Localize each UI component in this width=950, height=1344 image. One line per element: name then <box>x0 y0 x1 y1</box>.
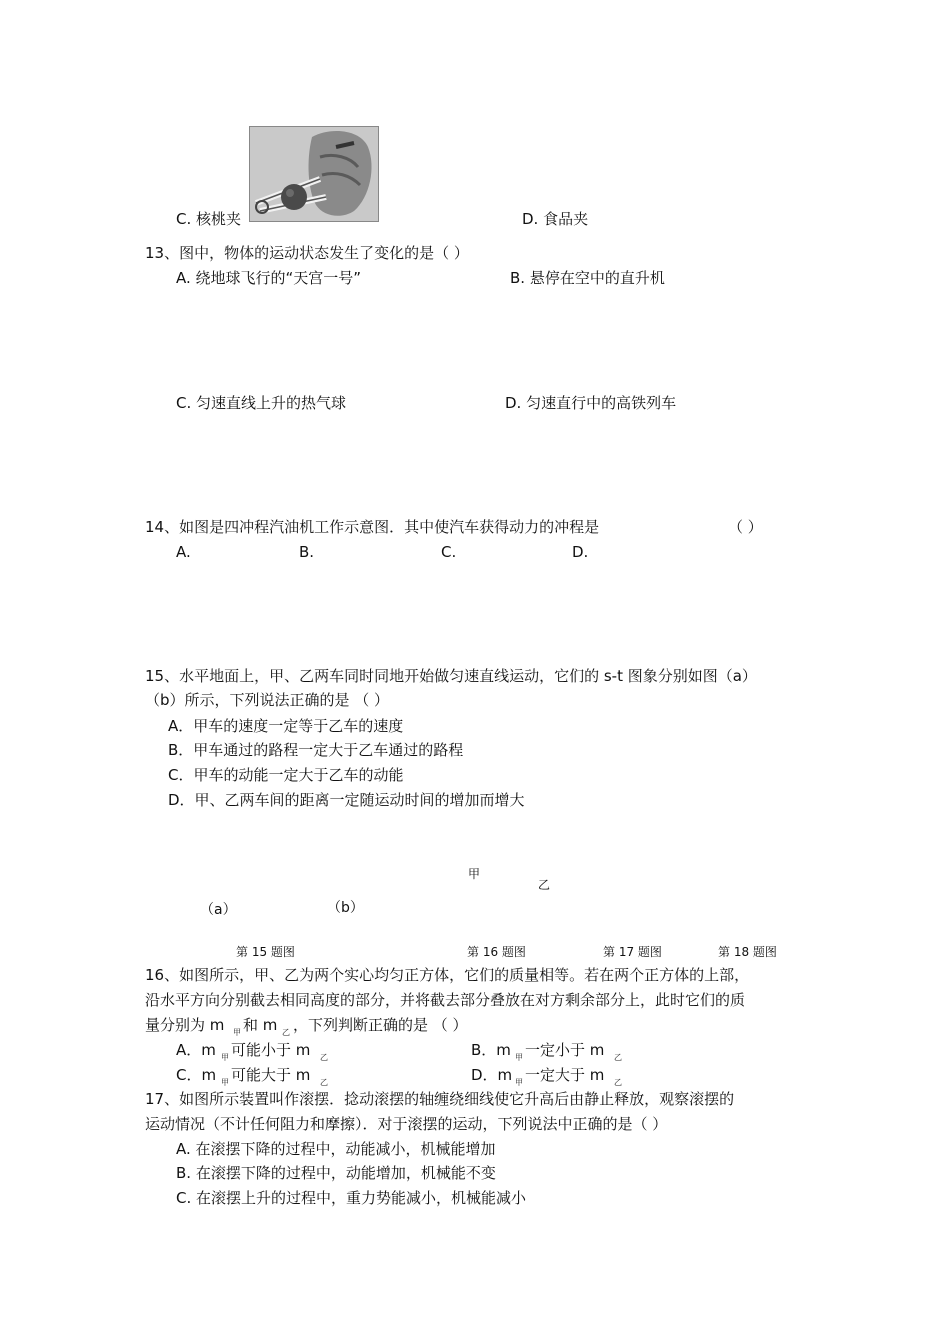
q14-paren: （ ） <box>728 518 763 536</box>
q16-option-a-text: 可能小于 m <box>231 1041 311 1059</box>
caption-fig18: 第 18 题图 <box>718 945 777 959</box>
q15-line1: 15、水平地面上，甲、乙两车同时同地开始做匀速直线运动，它们的 s-t 图象分别如图（a） <box>145 667 757 685</box>
caption-fig17: 第 17 题图 <box>603 945 662 959</box>
q16-option-c-sub-yi: 乙 <box>320 1078 328 1087</box>
caption-fig16: 第 16 题图 <box>467 945 526 959</box>
walnut-cracker-photo <box>249 126 379 222</box>
q15-option-c: C．甲车的动能一定大于乙车的动能 <box>168 766 404 784</box>
q16-option-d-text: 一定大于 m <box>525 1066 605 1084</box>
q16-option-b-text: 一定小于 m <box>525 1041 605 1059</box>
q16-line3-c: ，下列判断正确的是 （ ） <box>293 1016 468 1034</box>
q14-option-c: C. <box>441 543 457 561</box>
q13-stem: 13、图中，物体的运动状态发生了变化的是（ ） <box>145 244 469 262</box>
q15-line2: （b）所示，下列说法正确的是 （ ） <box>145 691 390 709</box>
q16-line3-sub-yi: 乙 <box>282 1028 290 1037</box>
q12-option-c: C. 核桃夹 <box>176 210 242 228</box>
q16-option-d-sub-jia: 甲 <box>515 1078 523 1087</box>
q14-option-a: A. <box>176 543 191 561</box>
q16-line3-b: 和 m <box>243 1016 278 1034</box>
q16-option-b-sub-jia: 甲 <box>515 1053 523 1062</box>
q14-stem: 14、如图是四冲程汽油机工作示意图．其中使汽车获得动力的冲程是 <box>145 518 600 536</box>
figure-label-a: （a） <box>200 902 237 918</box>
q16-option-b-m: B．m <box>471 1041 511 1059</box>
q17-option-a: A. 在滚摆下降的过程中，动能减小，机械能增加 <box>176 1140 496 1158</box>
q16-option-c-sub-jia: 甲 <box>221 1078 229 1087</box>
q14-option-b: B. <box>299 543 315 561</box>
q16-line3-sub-jia: 甲 <box>233 1028 241 1037</box>
walnut-cracker-image <box>250 127 378 221</box>
q15-option-a: A．甲车的速度一定等于乙车的速度 <box>168 717 404 735</box>
q16-line1: 16、如图所示，甲、乙为两个实心均匀正方体，它们的质量相等。若在两个正方体的上部， <box>145 966 750 984</box>
q17-line1: 17、如图所示装置叫作滚摆．捻动滚摆的轴缠绕细线使它升高后由静止释放，观察滚摆的 <box>145 1090 735 1108</box>
q16-option-a-m: A．m <box>176 1041 216 1059</box>
q13-option-c: C. 匀速直线上升的热气球 <box>176 394 347 412</box>
q13-option-d: D. 匀速直行中的高铁列车 <box>505 394 677 412</box>
q17-option-c: C. 在滚摆上升的过程中，重力势能减小，机械能减小 <box>176 1189 527 1207</box>
q17-line2: 运动情况（不计任何阻力和摩擦）．对于滚摆的运动，下列说法中正确的是（ ） <box>145 1115 668 1133</box>
q16-line3-a: 量分别为 m <box>145 1016 225 1034</box>
q16-option-d-m: D．m <box>471 1066 513 1084</box>
q16-option-a-sub-yi: 乙 <box>320 1053 328 1062</box>
q13-option-b: B. 悬停在空中的直升机 <box>510 269 665 287</box>
q13-option-a: A. 绕地球飞行的“天宫一号” <box>176 269 362 287</box>
q16-option-c-m: C．m <box>176 1066 217 1084</box>
q16-option-b-sub-yi: 乙 <box>614 1053 622 1062</box>
q15-option-b: B．甲车通过的路程一定大于乙车通过的路程 <box>168 741 464 759</box>
q16-line2: 沿水平方向分别截去相同高度的部分，并将截去部分叠放在对方剩余部分上，此时它们的质 <box>145 991 746 1009</box>
q12-option-d: D. 食品夹 <box>522 210 589 228</box>
q16-option-a-sub-jia: 甲 <box>221 1053 229 1062</box>
q16-option-d-sub-yi: 乙 <box>614 1078 622 1087</box>
q17-option-b: B. 在滚摆下降的过程中，动能增加，机械能不变 <box>176 1164 496 1182</box>
figure-label-b: （b） <box>327 900 364 916</box>
caption-fig15: 第 15 题图 <box>236 945 295 959</box>
figure-label-yi: 乙 <box>538 878 551 892</box>
q16-option-c-text: 可能大于 m <box>231 1066 311 1084</box>
figure-label-jia: 甲 <box>468 867 481 881</box>
q15-option-d: D．甲、乙两车间的距离一定随运动时间的增加而增大 <box>168 791 525 809</box>
q14-option-d: D. <box>572 543 589 561</box>
